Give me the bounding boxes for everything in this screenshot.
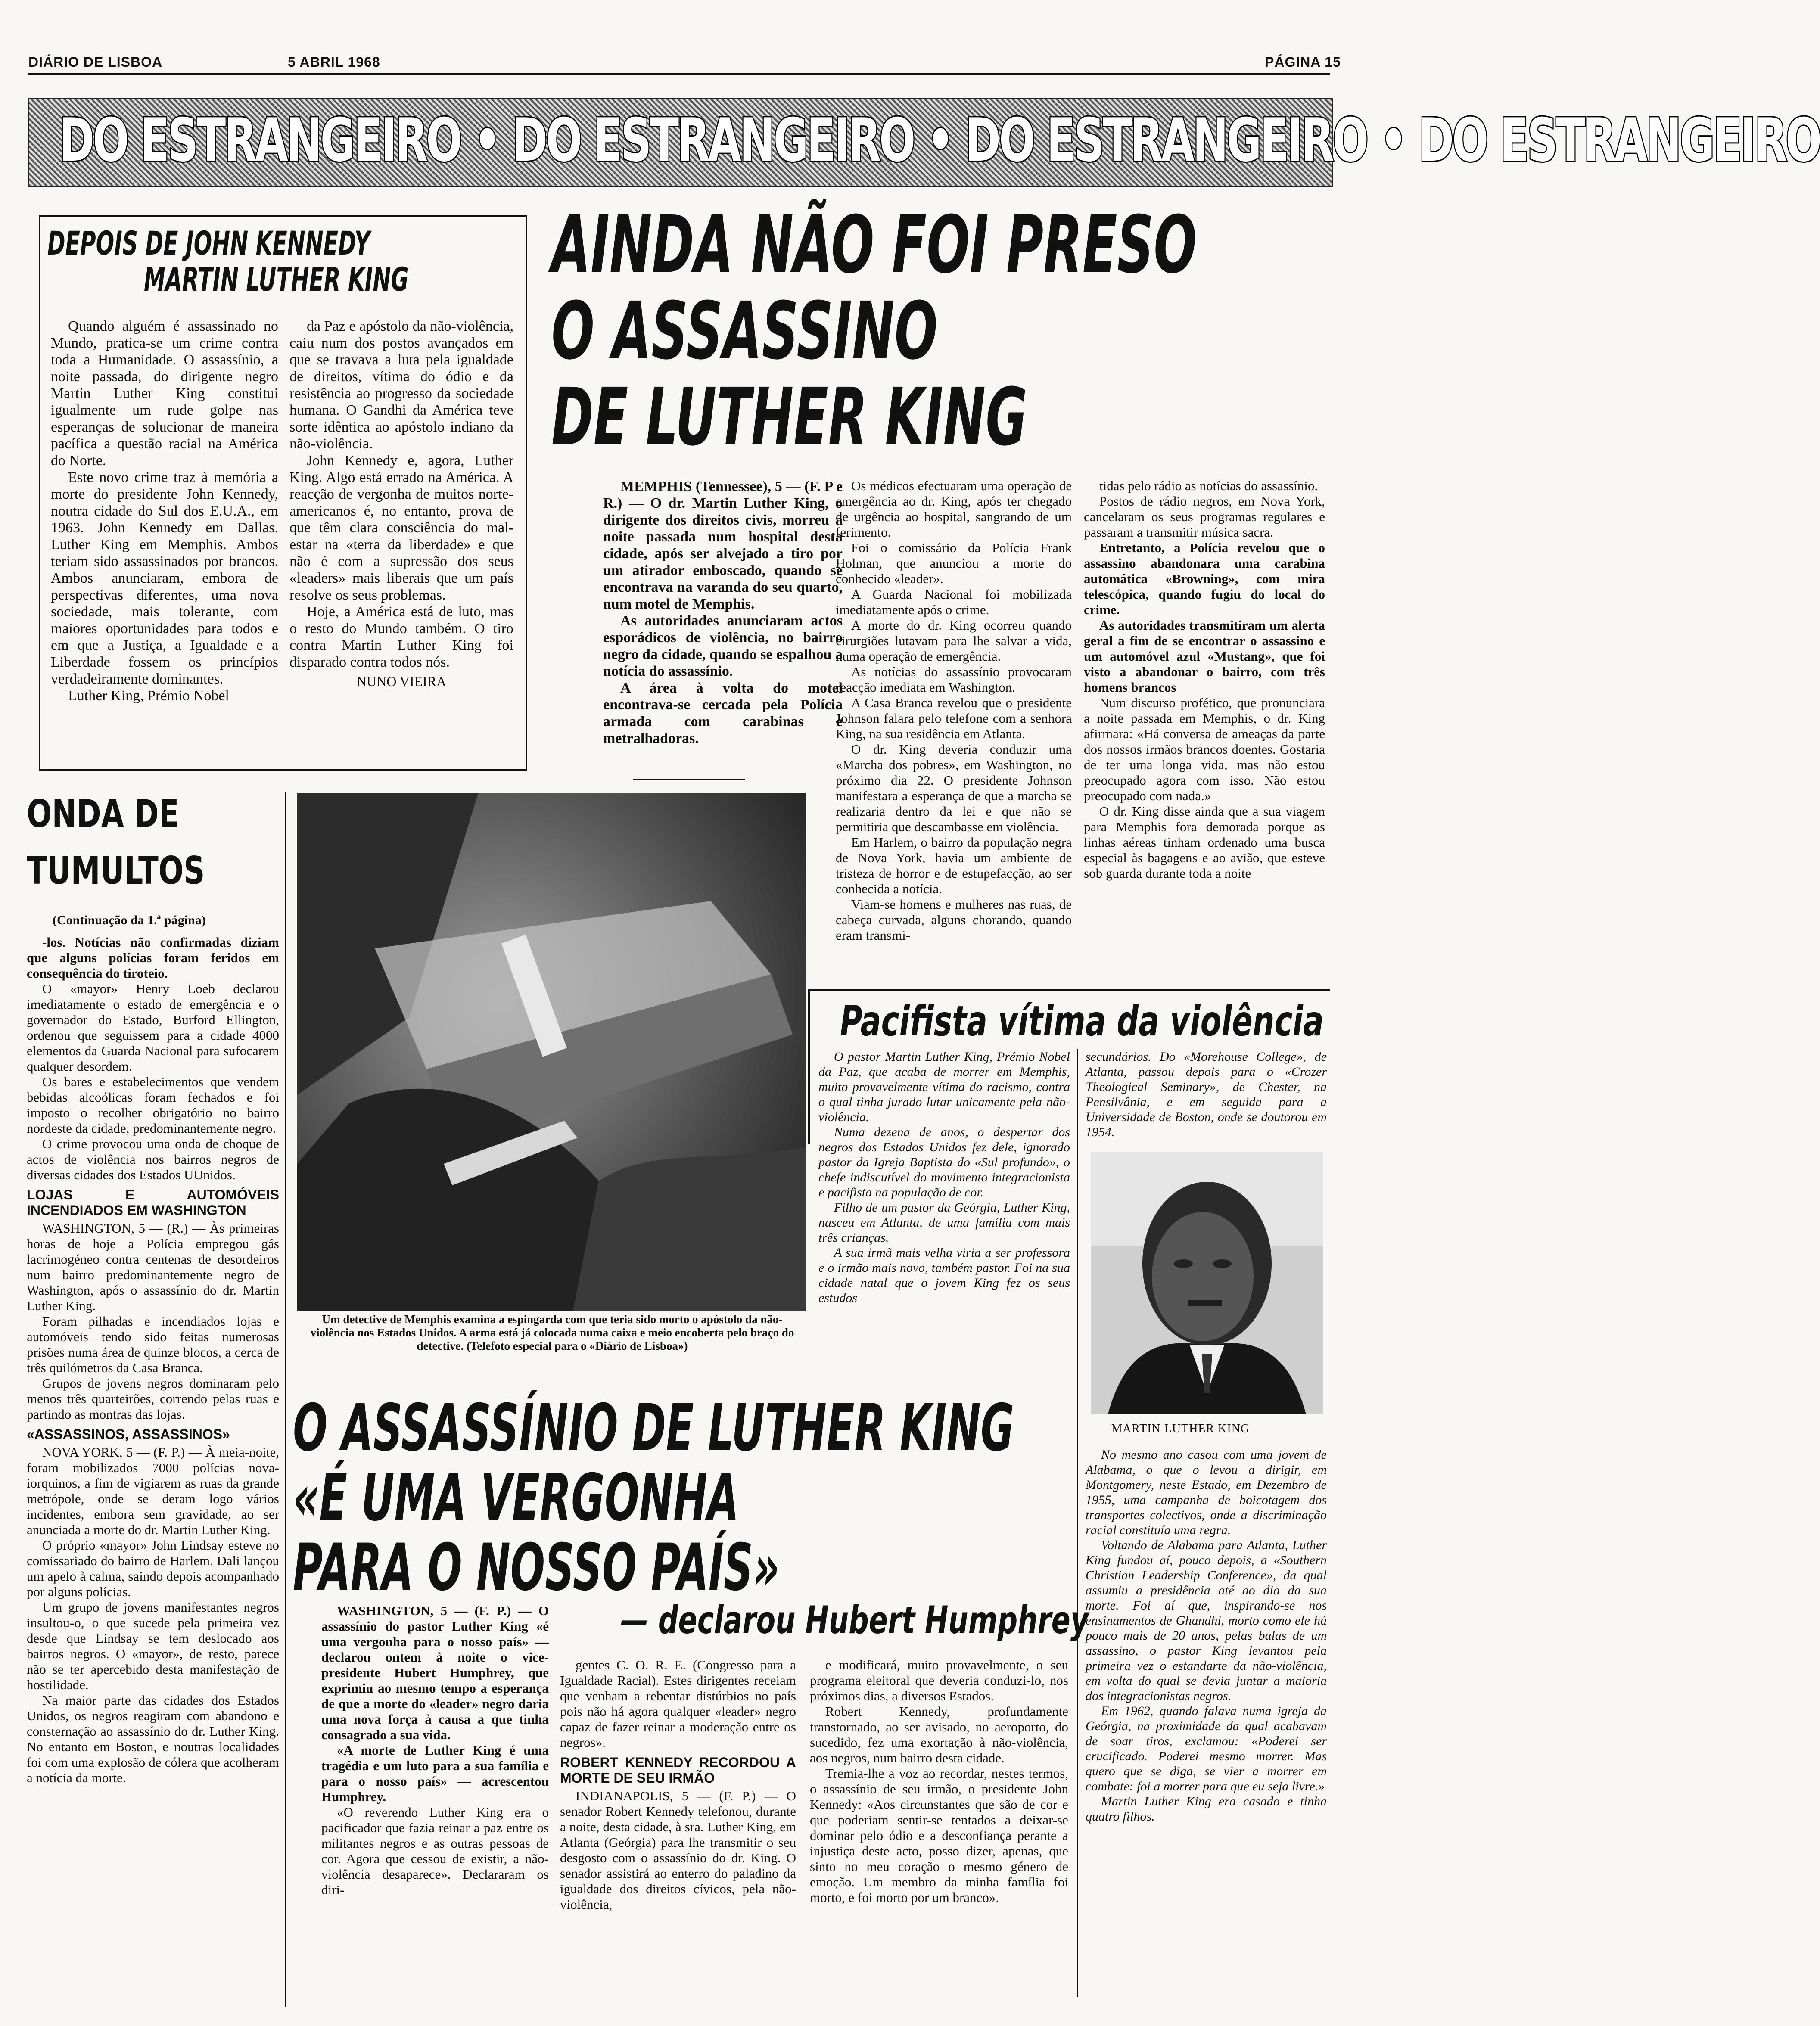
mlk-portrait-photo [1091,1152,1323,1414]
mlk-portrait-image [1091,1152,1323,1414]
humphrey-subhead-kennedy: ROBERT KENNEDY RECORDOU A MORTE DE SEU IRMÃO [560,1755,796,1786]
tumultos-subhead-assassinos: «ASSASSINOS, ASSASSINOS» [27,1426,230,1442]
detective-rifle-photo [297,793,806,1311]
story-separator [633,779,745,780]
editorial-byline: NUNO VIEIRA [356,674,447,689]
mlk-portrait-caption: MARTIN LUTHER KING [1111,1422,1250,1436]
humphrey-column-3: e modificará, muito provavelmente, o seu programa eleitoral que deveria conduzi-lo, nos próximos dias, a diversos Estados. Robert Kennedy, profundamente transtornado, ao ser avisado, no aeroporto, do sucedido, fez uma exortação à não-violência, aos negros, num bairro desta cidade. Tremia-lhe a voz ao recordar, nestes termos, o assassínio de seu irmão, o presidente John Kennedy: «Aos circunstantes que são de cor e que poderiam sentir-se tentados a deixar-se dominar pelo ódio e a desconfiança perante a injustiça deste acto, posso dizer, apenas, que sinto no meu coração o mesmo género de emoção. Um membro da minha família foi morto, e foi morto por um branco». [810,1657,1068,1905]
main-story-column-3: tidas pelo rádio as notícias do assassínio. Postos de rádio negros, em Nova York, cancelaram os seus programas regulares e passaram a transmitir música sacra. Entretanto, a Polícia revelou que o assassino abandonara uma carabina automática «Browning», com mira telescópica, quando fugiu do local do crime. As autoridades transmitiram um alerta geral a fim de se encontrar o assassino e um automóvel azul «Mustang», que foi visto a abandonar o bairro, com três homens brancos Num discurso profético, que pronunciara a noite passada em Memphis, o dr. King afirmara: «Há conversa de ameaças da parte dos nossos irmãos brancos doentes. Gostaria de ter uma longa vida, mas não estou preocupado agora com isso. Não estou preocupado com nada.» O dr. King disse ainda que a sua viagem para Memphis fora demorada porque as linhas aéreas tinham ordenado uma busca especial às bagagens e ao avião, que esteve sob guarda durante toda a noite [1084,478,1325,881]
humphrey-kicker: — declarou Hubert Humphrey [620,1598,1089,1642]
editorial-headline-1: DEPOIS DE JOHN KENNEDY [47,224,370,262]
main-headline-2: O ASSASSINO [551,285,938,377]
pacifista-left-rule [808,989,810,1144]
section-banner [28,98,1820,187]
newspaper-name: DIÁRIO DE LISBOA [28,54,163,70]
detective-rifle-photo-image [297,793,806,1311]
column-rule-left [285,792,286,2007]
main-story-column-2: Os médicos efectuaram uma operação de emergência ao dr. King, após ter chegado de urgência ao hospital, sangrando de um ferimento. Foi o comissário da Polícia Frank Holman, que anunciou a morte do conhecido «leader». A Guarda Nacional foi mobilizada imediatamente após o crime. A morte do dr. King ocorreu quando cirurgiões lutavam para lhe salvar a vida, numa operação de emergência. As notícias do assassínio provocaram reacção imediata em Washington. A Casa Branca revelou que o presidente Johnson falara pelo telefone com a senhora King, na sua residência em Atlanta. O dr. King deveria conduzir uma «Marcha dos pobres», em Washington, no próximo dia 22. O presidente Johnson manifestara a esperança de que a marcha se realizaria dentro da lei e que não se permitiria que descambasse em violência. Em Harlem, o bairro da população negra de Nova York, havia um ambiente de tristeza de horror e de estupefacção, ao ser conhecida a notícia. Viam-se homens e mulheres nas ruas, de cabeça curvada, alguns chorando, quando eram transmi- [836,478,1072,943]
humphrey-column-2: gentes C. O. R. E. (Congresso para a Igualdade Racial). Estes dirigentes receiam que venham a rebentar distúrbios no país pois não há agora qualquer «leader» negro capaz de fazer reinar a moderação entre os negros». ROBERT KENNEDY RECORDOU A MORTE DE SEU IRMÃO INDIANAPOLIS, 5 — (F. P.) — O senador Robert Kennedy telefonou, durante a noite, desta cidade, à sra. Luther King, em Atlanta (Geórgia) para lhe transmitir o seu desgosto com o assassínio do dr. King. O senador assistirá ao enterro do paladino da igualdade dos direitos cívicos, pela não-violência, [560,1657,796,1912]
tumultos-headline-1: ONDA DE [27,792,179,836]
main-story-column-1: MEMPHIS (Tennessee), 5 — (F. P e R.) — O dr. Martin Luther King, o dirigente dos direitos civis, morreu a noite passada num hospital desta cidade, após ser alvejado a tiro por um atirador emboscado, quando se encontrava na varanda do seu quarto, num motel de Memphis. As autoridades anunciaram actos esporádicos de violência, no bairro negro da cidade, quando se espalhou a notícia do assassínio. A área à volta do motel encontrava-se cercada pela Polícia armada com carabinas e metralhadoras. [603,479,843,746]
pacifista-column-1: O pastor Martin Luther King, Prémio Nobel da Paz, que acaba de morrer em Memphis, muito provavelmente vítima do racismo, contra o qual tinha jurado lutar unicamente pela não-violência. Numa dezena de anos, o despertar dos negros dos Estados Unidos fez dele, ignorado pastor da Igreja Baptista do «Sul profundo», o chefe indiscutível do movimento integracionista e pacifista na população de cor. Filho de um pastor da Geórgia, Luther King, nasceu em Atlanta, de uma família com mais três crianças. A sua irmã mais velha viria a ser professora e o irmão mais novo, também pastor. Foi na sua cidade natal que o jovem King fez os seus estudos [818,1050,1070,1305]
editorial-headline-2: MARTIN LUTHER KING [144,260,409,298]
pacifista-headline: Pacifista vítima da violência [840,997,1324,1045]
header-rule [28,73,1330,75]
humphrey-headline-3: PARA O NOSSO PAÍS» [293,1530,780,1605]
humphrey-headline-2: «É UMA VERGONHA [293,1460,739,1535]
editorial-column-1: Quando alguém é assassinado no Mundo, pratica-se um crime contra toda a Humanidade. O assassínio, a noite passada, do dirigente negro Martin Luther King constitui igualmente um rude golpe nas esperanças de solucionar de maneira pacífica a questão racial na América do Norte. Este novo crime traz à memória a morte do presidente John Kennedy, noutra cidade do Sul dos E.U.A., em 1963. John Kennedy em Dallas. Luther King em Memphis. Ambos teriam sido assassinados por brancos. Ambos anunciaram, embora de perspectivas diferentes, uma nova sociedade, mais tolerante, com maiores oportunidades para todos e em que a Justiça, a Igualdade e a Liberdade fossem os princípios verdadeiramente dominantes. Luther King, Prémio Nobel [51,318,278,704]
editorial-column-2: da Paz e apóstolo da não-violência, caiu num dos postos avançados em que se travava a luta pela igualdade de direitos, vítima do ódio e da resistência ao progresso da sociedade humana. O Gandhi da América teve sorte idêntica ao apóstolo indiano da não-violência. John Kennedy e, agora, Luther King. Algo está errado na América. A reacção de vergonha de muitos norte-americanos é, no entanto, prova de que têm clara consciência do mal-estar na «terra da liberdade» e que não é com a supressão dos seus «leaders» mais liberais que um país resolve os seus problemas. Hoje, a América está de luto, mas o resto do Mundo também. O tiro contra Martin Luther King foi disparado contra todos nós. NUNO VIEIRA [289,318,513,689]
pacifista-column-2-top: secundários. Do «Morehouse College», de Atlanta, passou depois para o «Crozer Theological Seminary», de Chester, na Pensilvânia, e em seguida para a Universidade de Boston, onde se doutorou em 1954. [1086,1050,1327,1139]
page-number: PÁGINA 15 [1265,54,1341,70]
tumultos-column: -los. Notícias não confirmadas diziam que alguns polícias foram feridos em consequência do tiroteio. O «mayor» Henry Loeb declarou imediatamente o estado de emergência e o governador do Estado, Burford Ellington, ordenou que seguissem para a cidade 4000 elementos da Guarda Nacional para sufocarem qualquer desordem. Os bares e estabelecimentos que vendem bebidas alcoólicas foram fechados e foi imposto o recolher obrigatório no bairro nordeste da cidade, predominantemente negro. O crime provocou uma onda de choque de actos de violência nos bairros negros de diversas cidades dos Estados UUnidos. LOJAS E AUTOMÓVEIS INCENDIADOS EM WASHINGTON WASHINGTON, 5 — (R.) — Às primeiras horas de hoje a Polícia empregou gás lacrimogéneo contra centenas de desordeiros num bairro predominantemente negro de Washington, após o assassínio do dr. Martin Luther King. Foram pilhadas e incendiados lojas e automóveis tendo sido feitas numerosas prisões numa área de quinze blocos, a cerca de três quilómetros da Casa Branca. Grupos de jovens negros dominaram pelo menos três quarteirões, correndo pelas ruas e partindo as montras das lojas. «ASSASSINOS, ASSASSINOS» NOVA YORK, 5 — (F. P.) — À meia-noite, foram mobilizados 7000 polícias nova-iorquinos, a fim de vigiarem as ruas da grande metrópole, onde se deram logo vários incidentes, embora sem gravidade, ao ser anunciada a morte do dr. Martin Luther King. O próprio «mayor» John Lindsay esteve no comissariado do bairro de Harlem. Dali lançou um apelo à calma, saindo depois acompanhado por alguns polícias. Um grupo de jovens manifestantes negros insultou-o, o que sucede pela primeira vez desde que Lindsay se tem deslocado aos bairros negros. O «mayor», de resto, parece não se ter apercebido desta manifestação de hostilidade. Na maior parte das cidades dos Estados Unidos, os negros reagiram com abandono e consternação ao assassínio do dr. Luther King. No entanto em Boston, e noutras localidades foi com uma explosão de cólera que acolheram a notícia da morte. [27,935,279,1785]
main-headline-3: DE LUTHER KING [551,371,1027,463]
tumultos-subhead-washington: LOJAS E AUTOMÓVEIS INCENDIADOS EM WASHINGTON [27,1187,279,1218]
tumultos-continuation: (Continuação da 1.ª página) [53,913,206,927]
tumultos-headline-2: TUMULTOS [27,848,205,893]
detective-photo-caption: Um detective de Memphis examina a espingarda com que teria sido morto o apóstolo da não-violência nos Estados Unidos. A arma está já colocada numa caixa e meio encoberta pelo braço do detective. (Telefoto especial para o «Diário de Lisboa») [310,1313,794,1352]
column-rule-right [1077,1049,1078,1997]
editorial-box [39,215,527,771]
humphrey-headline-1: O ASSASSÍNIO DE LUTHER KING [293,1391,1014,1466]
pacifista-top-rule [808,989,1330,991]
humphrey-column-1: WASHINGTON, 5 — (F. P.) — O assassínio do pastor Luther King «é uma vergonha para o nosso país» — declarou ontem à noite o vice-presidente Hubert Humphrey, que exprimiu ao mesmo tempo a esperança de que a morte do «leader» negro daria uma nova força à causa a que tinha consagrado a sua vida. «A morte de Luther King é uma tragédia e um luto para a sua família e para o nosso país» — acrescentou Humphrey. «O reverendo Luther King era o pacificador que fazia reinar a paz entre os militantes negros e as outras pessoas de cor. Agora que cessou de existir, a não-violência desaparece». Declararam os diri- [321,1603,549,1897]
section-banner-text: DO ESTRANGEIRO • DO ESTRANGEIRO • DO ESTRANGEIRO • DO ESTRANGEIRO [59,106,1820,175]
issue-date: 5 ABRIL 1968 [288,54,380,70]
main-headline-1: AINDA NÃO FOI PRESO [551,199,1197,291]
pacifista-column-2-bottom: No mesmo ano casou com uma jovem de Alabama, o que o levou a dirigir, em Montgomery, neste Estado, em Dezembro de 1955, uma campanha de boicotagem dos transportes colectivos, onde a discriminação racial constituía uma regra. Voltando de Alabama para Atlanta, Luther King fundou aí, pouco depois, a «Southern Christian Leadership Conference», da qual assumiu a presidência até ao dia da sua morte. Foi aí que, inspirando-se nos ensinamentos de Ghandhi, morto como ele há pouco mais de 20 anos, pelas balas de um assassino, o pastor King levantou pela primeira vez o estandarte da não-violência, em volta do qual se devia juntar a maioria dos integracionistas negros. Em 1962, quando falava numa igreja da Geórgia, na proximidade da qual acabavam de soar tiros, exclamou: «Poderei ser crucificado. Poderei mesmo morrer. Mas quero que se diga, se vier a morrer em combate: foi a morrer para que eu seja livre.» Martin Luther King era casado e tinha quatro filhos. [1086,1448,1327,1824]
